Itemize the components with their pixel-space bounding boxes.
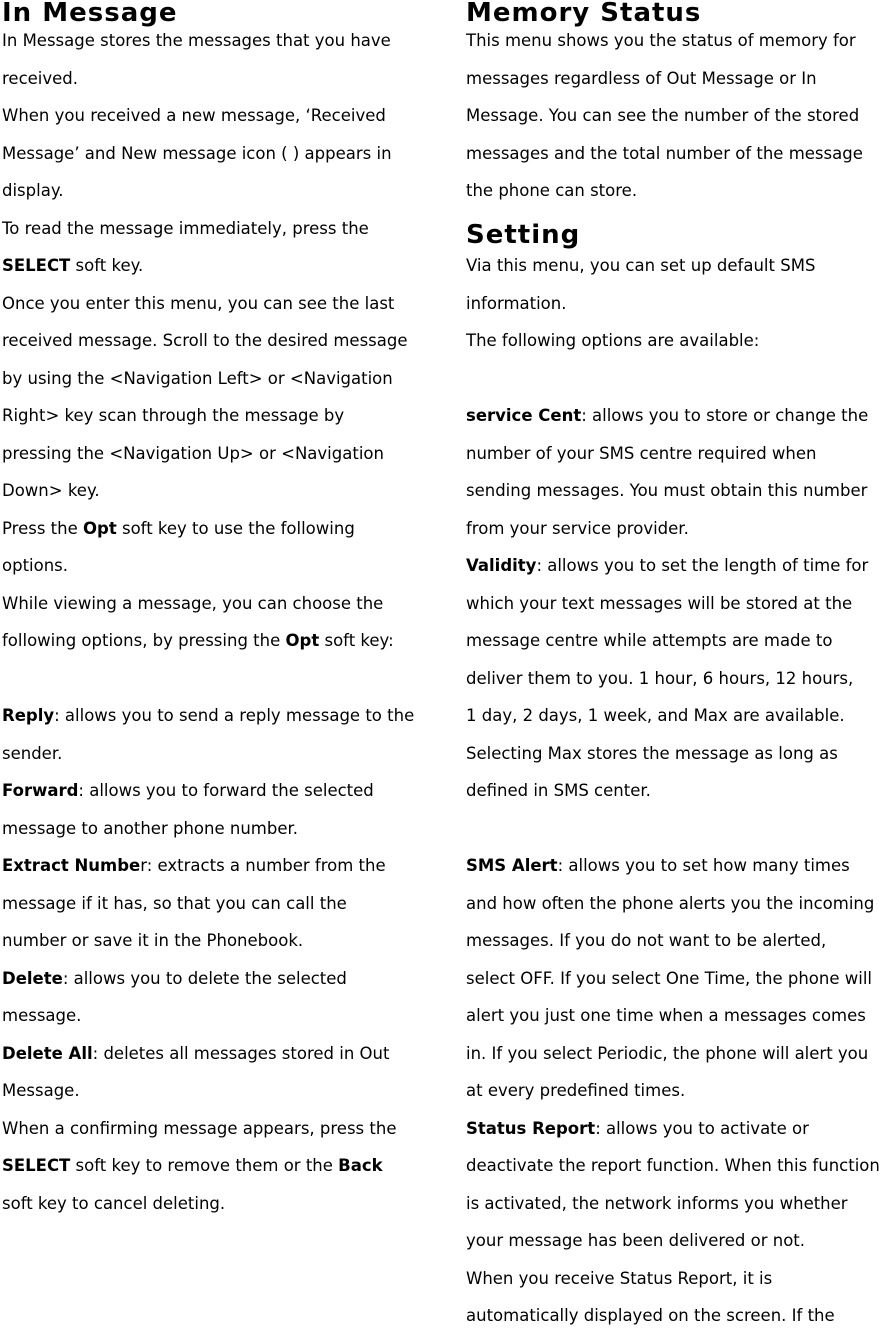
text-line: alert you just one time when a messages comes xyxy=(466,1006,866,1025)
text-span: soft key to use the following xyxy=(116,518,355,538)
text-line: display. xyxy=(2,181,64,200)
text-line xyxy=(466,1118,882,1156)
select-keyword: SELECT xyxy=(2,1156,71,1175)
text-line: options. xyxy=(2,556,69,575)
text-line: is activated, the network informs you whether xyxy=(466,1193,848,1213)
back-keyword: Back xyxy=(338,1156,383,1175)
text-line: automatically displayed on the screen. If the xyxy=(466,1306,835,1325)
text-line: number of your SMS centre required when xyxy=(466,443,817,463)
setting-heading: Setting xyxy=(466,219,581,250)
text-line: your message has been delivered or not. xyxy=(466,1231,806,1250)
text-line: and how often the phone alerts you the incoming xyxy=(466,893,875,913)
text-line xyxy=(466,555,882,593)
text-line: received message. Scroll to the desired message xyxy=(2,331,408,350)
text-line: Selecting Max stores the message as long as xyxy=(466,743,838,763)
status-report-option-label: Status Report xyxy=(466,1118,596,1138)
text-line: soft key to cancel deleting. xyxy=(2,1193,226,1213)
blank-line xyxy=(2,668,442,706)
text-line xyxy=(2,1043,442,1081)
text-span: : allows you to set how many times xyxy=(557,856,850,875)
text-span: soft key: xyxy=(319,631,394,650)
right-column xyxy=(466,0,882,1343)
text-line: select OFF. If you select One Time, the phone will xyxy=(466,968,872,988)
text-line xyxy=(2,1155,442,1193)
text-span: soft key. xyxy=(70,256,144,275)
validity-option-label: Validity xyxy=(466,556,537,575)
text-line: message if it has, so that you can call the xyxy=(2,893,347,913)
in-message-heading: In Message xyxy=(2,0,178,28)
text-line: While viewing a message, you can choose the xyxy=(2,593,384,613)
text-line: which your text messages will be stored at the xyxy=(466,593,853,613)
select-keyword: SELECT xyxy=(2,256,71,275)
text-line: messages regardless of Out Message or In xyxy=(466,68,817,88)
text-line: The following options are available: xyxy=(466,331,760,350)
text-line: the phone can store. xyxy=(466,181,638,200)
text-line: message centre while attempts are made to xyxy=(466,631,833,650)
text-line: message. xyxy=(2,1006,82,1025)
blank-line xyxy=(466,818,882,856)
service-centre-option-label: service Cent xyxy=(466,406,582,425)
sms-alert-option-label: SMS Alert xyxy=(466,856,558,875)
text-line: Once you enter this menu, you can see the last xyxy=(2,293,395,313)
text-line: To read the message immediately, press the xyxy=(2,218,369,238)
text-line: Message. You can see the number of the stored xyxy=(466,106,860,125)
text-line: messages. If you do not want to be alerted, xyxy=(466,931,827,950)
text-line: When you receive Status Report, it is xyxy=(466,1268,773,1288)
delete-all-option-label: Delete All xyxy=(2,1043,93,1063)
opt-keyword: Opt xyxy=(83,518,117,538)
text-line: This menu shows you the status of memory for xyxy=(466,31,856,50)
text-span: Press the xyxy=(2,518,83,538)
text-line: Down> key. xyxy=(2,481,100,500)
text-line: defined in SMS center. xyxy=(466,781,651,800)
text-line: 1 day, 2 days, 1 week, and Max are available. xyxy=(466,706,845,725)
text-line: from your service provider. xyxy=(466,518,689,538)
text-line: number or save it in the Phonebook. xyxy=(2,931,304,950)
text-line: Message. xyxy=(2,1081,80,1100)
opt-keyword: Opt xyxy=(285,631,320,650)
text-span: following options, by pressing the xyxy=(2,631,286,650)
memory-status-heading: Memory Status xyxy=(466,0,702,28)
text-line: messages and the total number of the message xyxy=(466,143,863,163)
text-span: : allows you to forward the selected xyxy=(78,781,374,800)
text-span: : allows you to activate or xyxy=(595,1118,809,1138)
text-span: : allows you to set the length of time for xyxy=(536,556,869,575)
text-line: in. If you select Periodic, the phone will alert you xyxy=(466,1043,869,1063)
text-line xyxy=(2,255,442,293)
forward-option-label: Forward xyxy=(2,781,79,800)
text-line xyxy=(466,405,882,443)
text-line: Right> key scan through the message by xyxy=(2,406,345,425)
text-span: : deletes all messages stored in Out xyxy=(92,1043,390,1063)
text-line: by using the <Navigation Left> or <Navigation xyxy=(2,368,393,388)
text-line: at every predefined times. xyxy=(466,1081,686,1100)
text-line: sender. xyxy=(2,743,63,763)
delete-option-label: Delete xyxy=(2,968,63,988)
text-line: deliver them to you. 1 hour, 6 hours, 12 hours, xyxy=(466,668,854,688)
text-span: : allows you to send a reply message to the xyxy=(54,706,415,725)
text-line xyxy=(2,968,442,1006)
text-line: In Message stores the messages that you have xyxy=(2,31,391,50)
text-span: soft key to remove them or the xyxy=(70,1156,339,1175)
text-line: received. xyxy=(2,68,79,88)
text-line xyxy=(2,630,442,668)
text-line: pressing the <Navigation Up> or <Navigation xyxy=(2,443,384,463)
text-line xyxy=(466,855,882,893)
text-line xyxy=(2,705,442,743)
text-line: When you received a new message, ‘Received xyxy=(2,106,386,125)
extract-number-option-label: Extract Numbe xyxy=(2,856,141,875)
text-line: information. xyxy=(466,293,567,313)
left-column xyxy=(2,0,442,1230)
text-line: deactivate the report function. When this function xyxy=(466,1156,880,1175)
reply-option-label: Reply xyxy=(2,706,55,725)
text-line: Via this menu, you can set up default SMS xyxy=(466,256,816,275)
text-line xyxy=(2,518,442,556)
text-line: sending messages. You must obtain this number xyxy=(466,481,868,500)
text-span: : allows you to delete the selected xyxy=(62,968,347,988)
text-line xyxy=(2,780,442,818)
text-line: When a confirming message appears, press the xyxy=(2,1118,397,1138)
text-line: message to another phone number. xyxy=(2,818,298,838)
text-line xyxy=(2,855,442,893)
text-span: r: extracts a number from the xyxy=(140,856,386,875)
blank-line xyxy=(466,368,882,406)
text-span: : allows you to store or change the xyxy=(581,406,869,425)
text-line: Message’ and New message icon ( ) appears in xyxy=(2,143,392,163)
